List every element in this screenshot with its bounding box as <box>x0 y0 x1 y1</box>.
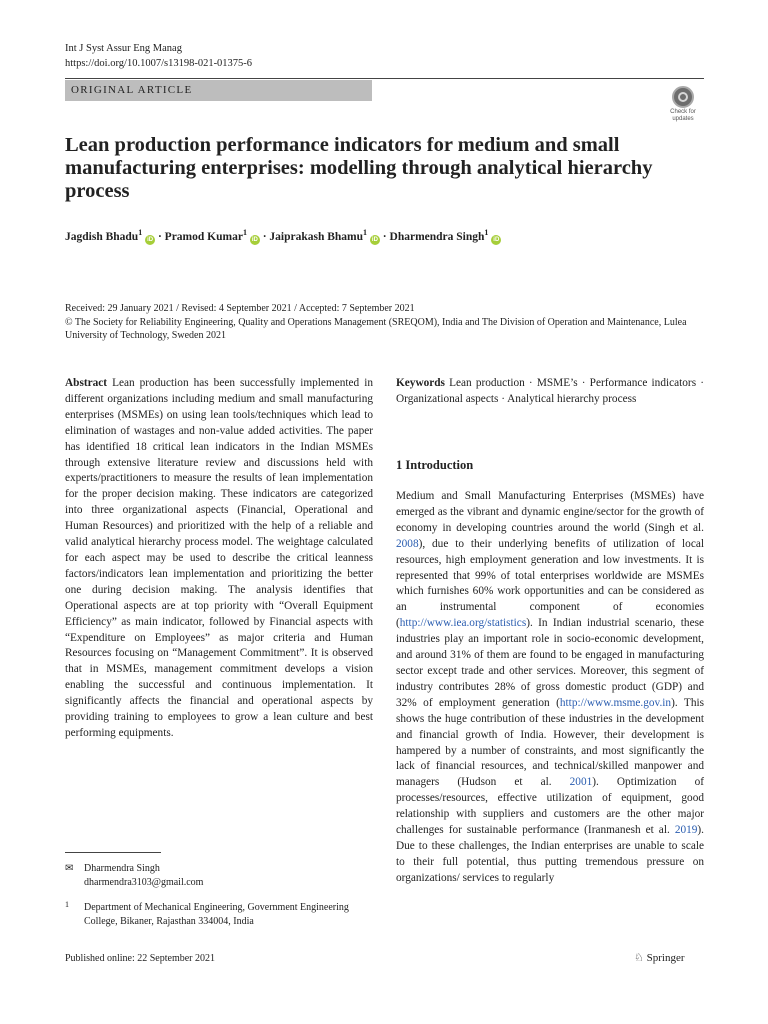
orcid-icon[interactable]: iD <box>251 236 258 243</box>
corresponding-author <box>84 862 203 889</box>
affiliation-text: Department of Mechanical Engineering, Government Engineering College, Bikaner, Rajasthan 334004, India <box>84 902 349 927</box>
abstract-text: Lean production has been successfully implemented in different organizations including medium and small manufacturing enterprises (MSMEs) on using lean tools/techniques which lead to elimination of wastages and non-value added activities. The paper has identified 18 critical lean indicators in the Indian MSMEs through extensive literature review and discussions held with experts/practitioners to measure the results of lean implementation for the proper decision making. These indicators are categorized into three organizational aspects (Financial, Operational and Human Resources) and prioritized with the help of a reliable and valid analytical hierarchy process model. The weightage calculated for each aspect may be used to describe the critical leanness factors/indicators lean implementation and prioritizing the better one during decision making. The analysis identifies that Operational aspects are at top priority with “Overall Equipment Efficiency” as main indicator, followed by Financial aspects with “Expenditure on Employees” as major criteria and Human Resources focusing on “Management Commitment”. It is observed that in MSMEs, management commitment develops a vision enabling the successful and continuous implementation. It significantly affects the financial and operational aspects by providing training to employees to grow a lean culture and best performing equipments. <box>65 377 373 739</box>
url-link[interactable]: http://www.iea.org/statistics <box>399 617 527 630</box>
copyright-notice: © The Society for Reliability Engineering, Quality and Operations Management (SREQOM), India and The Division of Operation and Maintenance, Lulea University of Technology, Sweden 2021 <box>65 316 687 341</box>
orcid-icon[interactable]: iD <box>493 236 500 243</box>
citation-link[interactable]: 2019 <box>674 824 698 837</box>
paper-title: Lean production performance indicators for medium and small manufacturing enterprises: modelling through analytical hierarchy process <box>65 134 653 202</box>
springer-horse-icon: ♘ <box>634 952 644 964</box>
doi-link[interactable]: https://doi.org/10.1007/s13198-021-01375-6 <box>65 58 253 69</box>
journal-header <box>65 41 252 71</box>
corresponding-name: Dharmendra Singh <box>84 863 160 874</box>
footnote-rule <box>65 852 161 853</box>
affiliation-number: 1 <box>65 900 69 909</box>
author-separator: · <box>157 230 162 243</box>
check-label-2: updates <box>672 115 694 122</box>
author-affiliation-mark: 1 <box>138 228 143 237</box>
author-affiliation-mark: 1 <box>484 228 489 237</box>
published-online: Published online: 22 September 2021 <box>65 953 215 964</box>
mail-icon: ✉ <box>65 863 74 874</box>
url-link[interactable]: http://www.msme.gov.in <box>559 696 672 709</box>
author-name: Pramod Kumar <box>164 230 243 243</box>
introduction-body: Medium and Small Manufacturing Enterprises (MSMEs) have emerged as the vibrant and dynamic engine/sector for the growth of economy in developing countries around the world (Singh et al. 2008), due to their underlying benefits of utilization of local resources, high employment generation and low investments. It is represented that 99% of total enterprises worldwide are MSMEs which furnishes 60% work opportunities and can be considered as an instrumental component of economies (http://www.iea.org/statistics). In Indian industrial scenario, these industries play an important role in socio-economic development, and around 31% of them are found to be engaged in manufacturing sector except trade and other services. Moreover, this segment of industry contributes 28% of gross domestic product (GDP) and 32% of employment generation (http://www.msme.gov.in). This shows the huge contribution of these industries in the development and financial growth of India. However, their development is hampered by a number of constraints, and most significantly the lack of financial resources, and technical/skilled manpower and managers (Hudson et al. 2001). Optimization of processes/resources, effective utilization of equipment, good relationship with suppliers and customers are the other major challenges for sustainable performance (Iranmanesh et al. 2019). Due to these challenges, the Indian enterprises are unable to scale to their full potential, thus putting tremendous pressure on organizations/ services to regularly <box>396 490 705 884</box>
publication-dates <box>65 302 705 343</box>
check-for-updates-badge[interactable] <box>664 86 702 124</box>
citation-link[interactable]: 2001 <box>569 776 593 789</box>
author-separator: · <box>262 230 267 243</box>
orcid-icon[interactable]: iD <box>371 236 378 243</box>
check-updates-icon <box>672 86 694 108</box>
keywords <box>396 376 704 408</box>
author-list <box>65 228 501 245</box>
check-label-1: Check for <box>670 109 696 115</box>
abstract <box>65 376 373 742</box>
author-name: Jaiprakash Bhamu <box>269 230 364 243</box>
abstract-label: Abstract <box>65 377 108 389</box>
citation-link[interactable]: 2008 <box>396 537 419 550</box>
section-heading-introduction: 1 Introduction <box>396 458 474 472</box>
corresponding-email[interactable]: dharmendra3103@gmail.com <box>84 876 204 888</box>
publisher-name: Springer <box>646 952 685 964</box>
keywords-label: Keywords <box>396 377 445 389</box>
orcid-icon[interactable]: iD <box>147 236 154 243</box>
keywords-text: Lean production · MSME’s · Performance indicators · Organizational aspects · Analytical hierarchy process <box>396 377 704 405</box>
author-name: Jagdish Bhadu <box>65 230 139 243</box>
author-affiliation-mark: 1 <box>363 228 368 237</box>
journal-name: Int J Syst Assur Eng Manag <box>65 43 182 54</box>
received-revised-accepted: Received: 29 January 2021 / Revised: 4 September 2021 / Accepted: 7 September 2021 <box>65 303 415 314</box>
author-name: Dharmendra Singh <box>389 230 485 243</box>
author-separator: · <box>382 230 387 243</box>
publisher-logo <box>634 951 685 964</box>
article-type-bar: ORIGINAL ARTICLE <box>65 80 372 101</box>
header-rule <box>65 78 704 79</box>
author-affiliation-mark: 1 <box>242 228 247 237</box>
